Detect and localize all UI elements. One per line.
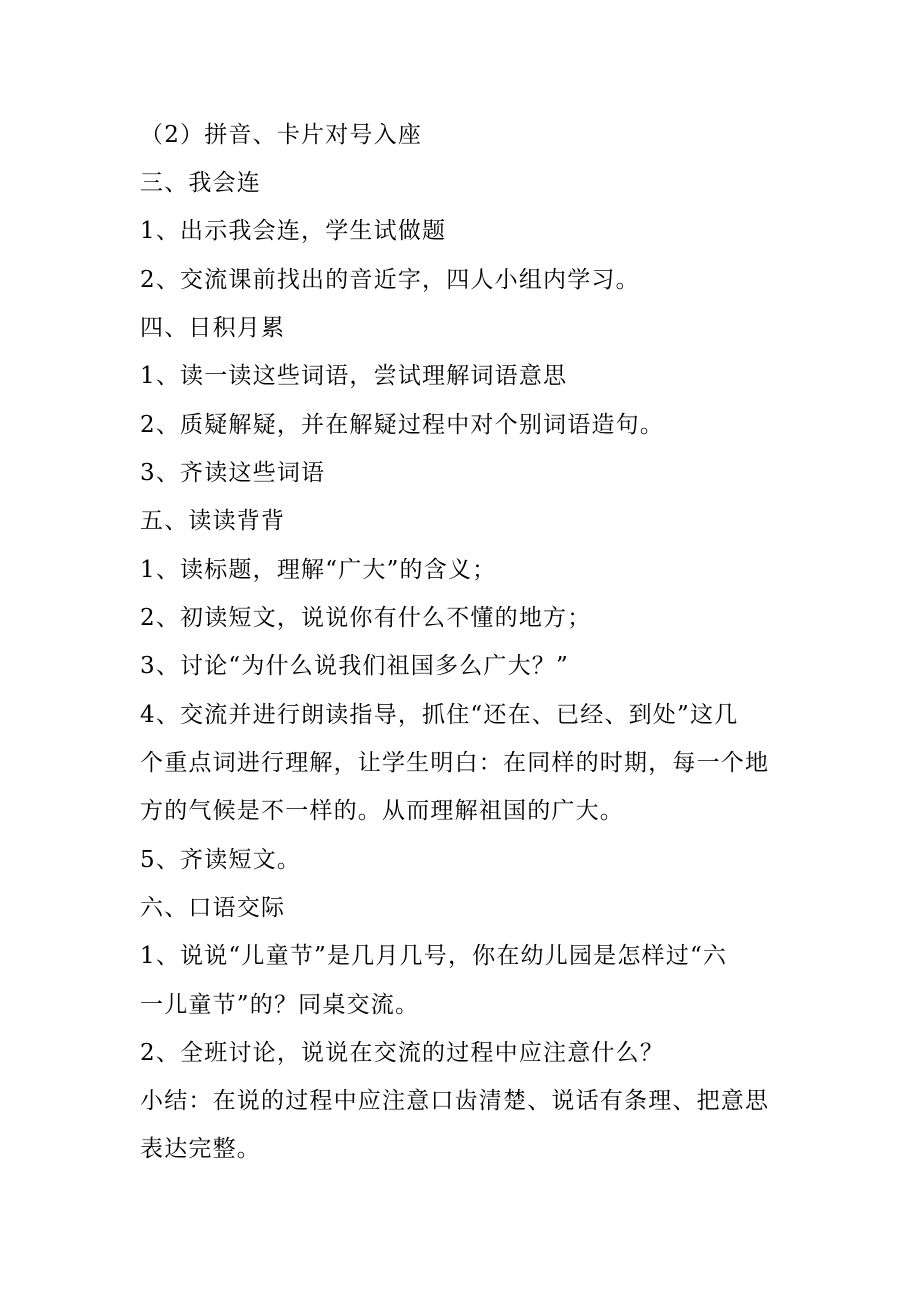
text-line-5-4-cont2: 方的气候是不一样的。从而理解祖国的广大。 [140, 798, 624, 824]
text-line-5-1: 1、读标题，理解“广大”的含义； [140, 557, 497, 583]
text-line-4-3: 3、齐读这些词语 [140, 460, 326, 486]
text-line-6-2: 2、全班讨论，说说在交流的过程中应注意什么？ [140, 1040, 665, 1066]
text-line-summary: 小结：在说的过程中应注意口齿清楚、说话有条理、把意思 [140, 1088, 770, 1114]
text-line-4-2: 2、质疑解疑，并在解疑过程中对个别词语造句。 [140, 412, 665, 438]
text-line-5-4: 4、交流并进行朗读指导，抓住“还在、已经、到处”这几 [140, 702, 739, 728]
text-line-5-2: 2、初读短文，说说你有什么不懂的地方； [140, 605, 592, 631]
text-line-6-1: 1、说说“儿童节”是几月几号，你在幼儿园是怎样过“六 [140, 943, 728, 969]
text-line-6-1-cont: 一儿童节”的？同桌交流。 [140, 992, 420, 1018]
text-line-pinyin-cards: （2）拼音、卡片对号入座 [140, 122, 423, 148]
text-line-5-4-cont: 个重点词进行理解，让学生明白：在同样的时期，每一个地 [140, 750, 770, 776]
text-line-5-5: 5、齐读短文。 [140, 847, 302, 873]
text-line-3-1: 1、出示我会连，学生试做题 [140, 218, 447, 244]
text-line-summary-cont: 表达完整。 [140, 1136, 261, 1162]
text-line-4-1: 1、读一读这些词语，尝试理解词语意思 [140, 363, 568, 389]
heading-section-5: 五、读读背背 [140, 508, 286, 534]
heading-section-3: 三、我会连 [140, 170, 261, 196]
text-line-3-2: 2、交流课前找出的音近字，四人小组内学习。 [140, 267, 640, 293]
text-line-5-3: 3、讨论“为什么说我们祖国多么广大？” [140, 653, 569, 679]
heading-section-4: 四、日积月累 [140, 315, 286, 341]
heading-section-6: 六、口语交际 [140, 895, 286, 921]
